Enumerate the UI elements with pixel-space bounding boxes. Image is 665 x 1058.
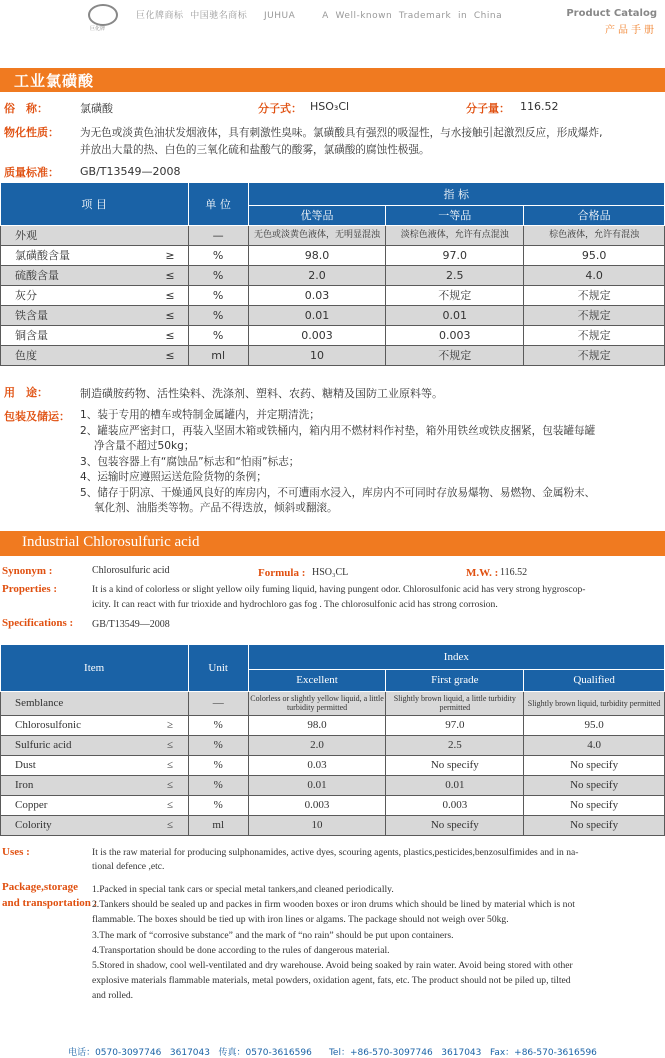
spec-table-cn [0, 183, 665, 366]
row-item-label: Semblance [1, 691, 153, 715]
row-value-grade-2: 0.003 [386, 325, 524, 345]
col-header-grade-2: 一等品 [386, 205, 524, 225]
col-header-grade-3-en: Qualified [524, 669, 665, 691]
row-value-grade-3: 不规定 [524, 325, 665, 345]
table-row [1, 755, 665, 775]
uses-line1-en: It is the raw material for producing sulphonamides, active dyes, scouring agents, plastics,pesticides,benzosulfimides and in na- [92, 847, 579, 858]
row-unit: % [188, 795, 248, 815]
pack-line: flammable. The boxes should be tied up with iron lines or algams. The package should not weigh over 50kg. [92, 914, 509, 926]
header-tagline: 巨化牌商标 中国驰名商标 JUHUA A Well-known Trademark in China [136, 11, 503, 21]
col-header-item: 项 目 [1, 183, 189, 225]
section-bar-cn [0, 68, 665, 92]
col-header-index: 指 标 [248, 183, 664, 205]
row-comparator: ≥ [152, 715, 188, 735]
row-value-grade-3: No specify [524, 755, 665, 775]
row-value-grade-1: 0.01 [248, 305, 386, 325]
formula-value-en: HSO₃CL [312, 567, 349, 578]
contact-footer: 电话：0570-3097746 3617043 传真：0570-3616596 Tel：+86-570-3097746 3617043 Fax：+86-570-3616596 [68, 1048, 597, 1058]
spec-label-en: Specifications : [2, 617, 74, 629]
row-value-grade-1: 0.003 [248, 325, 386, 345]
col-header-index-en: Index [248, 645, 664, 669]
row-unit: % [188, 265, 248, 285]
row-comparator [152, 225, 188, 245]
col-header-grade-1-en: Excellent [248, 669, 386, 691]
row-value-grade-1: 98.0 [248, 715, 386, 735]
row-value-grade-1: 2.0 [248, 265, 386, 285]
row-value-grade-1: 98.0 [248, 245, 386, 265]
synonym-value: Chlorosulfuric acid [92, 565, 170, 576]
row-unit: % [188, 305, 248, 325]
product-title-cn: 工业氯磺酸 [14, 72, 95, 90]
row-value-grade-2: 淡棕色液体，允许有点混浊 [386, 225, 524, 245]
mw-label-en: M.W. : [466, 567, 499, 579]
row-unit: ml [188, 345, 248, 365]
row-value-grade-2: 2.5 [386, 735, 524, 755]
name-label: 俗 称： [4, 102, 48, 115]
product-title-en: Industrial Chlorosulfuric acid [22, 534, 200, 550]
mw-label-cn: 分子量： [466, 102, 510, 115]
table-row [1, 225, 665, 245]
table-row [1, 325, 665, 345]
row-value-grade-3: 4.0 [524, 265, 665, 285]
col-header-unit-en: Unit [188, 645, 248, 691]
std-value-cn: GB/T13549—2008 [80, 165, 181, 178]
row-comparator: ≤ [152, 795, 188, 815]
pack-line: 4、运输时应遵照运送危险货物的条例； [80, 471, 267, 483]
table-row [1, 265, 665, 285]
catalog-title-en: Product Catalog [566, 8, 657, 19]
spec-value-en: GB/T13549—2008 [92, 619, 170, 630]
row-comparator: ≤ [152, 815, 188, 835]
pack-list-cn [80, 408, 595, 517]
row-item-label: 灰分 [1, 285, 153, 305]
row-value-grade-3: 棕色液体，允许有混浊 [524, 225, 665, 245]
row-comparator: ≤ [152, 305, 188, 325]
row-unit: % [188, 775, 248, 795]
row-value-grade-2: 不规定 [386, 285, 524, 305]
row-value-grade-1: 2.0 [248, 735, 386, 755]
props-line1-en: It is a kind of colorless or slight yellow oily fuming liquid, having pungent odor. Chlorosulfonic acid has very strong hygroscop- [92, 584, 586, 595]
row-item-label: Colority [1, 815, 153, 835]
formula-value-cn: HSO₃Cl [310, 100, 350, 113]
row-unit: % [188, 715, 248, 735]
col-header-grade-1: 优等品 [248, 205, 386, 225]
row-value-grade-2: No specify [386, 755, 524, 775]
pack-label-en-1: Package,storage [2, 881, 79, 893]
pack-line: explosive materials flammable materials, metal powders, oxidation agent, fats, etc. The product should not be piled up, tilted [92, 975, 571, 987]
table-row [1, 691, 665, 715]
table-row [1, 735, 665, 755]
pack-line: 3.The mark of “corrosive substance” and the mark of “no rain” should be put upon containers. [92, 929, 454, 941]
uses-label-cn: 用 途： [4, 386, 48, 399]
row-value-grade-1: 10 [248, 345, 386, 365]
props-line2-cn: 并放出大量的热、白色的三氧化硫和盐酸气的酸雾，氯磺酸的腐蚀性极强。 [80, 144, 430, 156]
uses-value-cn: 制造磺胺药物、活性染料、洗涤剂、塑料、农药、糖精及国防工业原料等。 [80, 387, 443, 400]
row-value-grade-1: 0.03 [248, 285, 386, 305]
col-header-unit: 单 位 [188, 183, 248, 225]
mw-value-en: 116.52 [500, 567, 528, 578]
pack-label-cn: 包装及储运： [4, 410, 70, 423]
row-comparator: ≤ [152, 285, 188, 305]
row-item-label: Copper [1, 795, 153, 815]
row-value-grade-1: 10 [248, 815, 386, 835]
table-row [1, 345, 665, 365]
col-header-item-en: Item [1, 645, 189, 691]
row-item-label: 色度 [1, 345, 153, 365]
row-comparator: ≤ [152, 265, 188, 285]
row-item-label: Iron [1, 775, 153, 795]
row-value-grade-1: Colorless or slightly yellow liquid, a little turbidity permitted [248, 691, 386, 715]
row-value-grade-2: 0.01 [386, 305, 524, 325]
row-unit: — [188, 225, 248, 245]
table-row [1, 795, 665, 815]
row-item-label: 铜含量 [1, 325, 153, 345]
row-value-grade-3: No specify [524, 815, 665, 835]
row-value-grade-1: 无色或淡黄色液体，无明显混浊 [248, 225, 386, 245]
row-value-grade-1: 0.03 [248, 755, 386, 775]
juhua-logo [88, 4, 118, 26]
row-item-label: Sulfuric acid [1, 735, 153, 755]
row-comparator: ≤ [152, 775, 188, 795]
pack-line: 2.Tankers should be sealed up and packes in firm wooden boxes or iron drums which should be lined by material which is not [92, 899, 575, 911]
synonym-label: Synonym : [2, 565, 53, 577]
props-label-cn: 物化性质： [4, 126, 59, 139]
mw-value-cn: 116.52 [520, 100, 559, 113]
row-item-label: 氯磺酸含量 [1, 245, 153, 265]
pack-line: 氧化剂、油脂类等物。产品不得迭放，倾斜或翻滚。 [80, 502, 338, 514]
table-row [1, 245, 665, 265]
row-value-grade-2: 0.003 [386, 795, 524, 815]
row-value-grade-3: No specify [524, 795, 665, 815]
logo-caption: 巨化牌 [90, 26, 106, 32]
row-comparator: ≤ [152, 755, 188, 775]
row-value-grade-3: 不规定 [524, 285, 665, 305]
row-value-grade-3: Slightly brown liquid, turbidity permitted [524, 691, 665, 715]
pack-line: 2、罐装应严密封口，再装入坚固木箱或铁桶内，箱内用不燃材料作衬垫，箱外用铁丝或铁皮捆紧，包装罐每罐 [80, 424, 596, 437]
formula-label-en: Formula : [258, 567, 306, 579]
std-label-cn: 质量标准： [4, 166, 59, 179]
pack-line: 3、包装容器上有“腐蚀品”标志和“怕雨”标志； [80, 455, 300, 468]
catalog-title-cn: 产品手册 [605, 25, 657, 36]
pack-line: 5.Stored in shadow, cool well-ventilated and dry warehouse. Avoid being soaked by rain water. Avoid being stored with other [92, 960, 573, 972]
pack-line: 5、储存于阴凉、干燥通风良好的库房内，不可遭雨水浸入，库房内不可同时存放易爆物、易燃物、金属粉末、 [80, 486, 596, 499]
pack-line: 1.Packed in special tank cars or special metal tankers,and cleaned periodically. [92, 884, 394, 895]
row-value-grade-3: 95.0 [524, 245, 665, 265]
row-item-label: 铁含量 [1, 305, 153, 325]
row-item-label: 外观 [1, 225, 153, 245]
row-comparator: ≤ [152, 325, 188, 345]
spec-table-en [0, 645, 665, 836]
row-unit: % [188, 285, 248, 305]
row-value-grade-2: 97.0 [386, 245, 524, 265]
row-value-grade-3: 不规定 [524, 305, 665, 325]
row-value-grade-1: 0.003 [248, 795, 386, 815]
uses-label-en: Uses : [2, 846, 30, 858]
table-row [1, 305, 665, 325]
row-unit: % [188, 735, 248, 755]
row-comparator [152, 691, 188, 715]
pack-line: 净含量不超过50kg； [80, 440, 195, 452]
row-item-label: Chlorosulfonic [1, 715, 153, 735]
col-header-grade-3: 合格品 [524, 205, 665, 225]
row-unit: % [188, 245, 248, 265]
pack-line: and rolled. [92, 990, 134, 1002]
row-value-grade-3: 不规定 [524, 345, 665, 365]
row-value-grade-3: No specify [524, 775, 665, 795]
pack-line: 4.Transportation should be done according to the rules of dangerous material. [92, 944, 390, 956]
pack-list-en [92, 882, 575, 1004]
row-item-label: Dust [1, 755, 153, 775]
row-value-grade-1: 0.01 [248, 775, 386, 795]
pack-line: 1、装于专用的槽车或特制金属罐内，并定期清洗； [80, 409, 320, 421]
props-line2-en: icity. It can react with fur trioxide and hydrochloro gas fog . The chlorosulfonic acid has strong corrosion. [92, 599, 498, 610]
col-header-grade-2-en: First grade [386, 669, 524, 691]
row-unit: % [188, 325, 248, 345]
table-row [1, 715, 665, 735]
row-value-grade-2: Slightly brown liquid, a little turbidity permitted [386, 691, 524, 715]
name-value: 氯磺酸 [80, 102, 113, 115]
pack-label-en-2: and transportation : [2, 897, 98, 909]
row-value-grade-3: 4.0 [524, 735, 665, 755]
row-comparator: ≥ [152, 245, 188, 265]
row-value-grade-2: No specify [386, 815, 524, 835]
table-row [1, 775, 665, 795]
row-item-label: 硫酸含量 [1, 265, 153, 285]
row-value-grade-2: 不规定 [386, 345, 524, 365]
row-value-grade-2: 97.0 [386, 715, 524, 735]
row-unit: — [188, 691, 248, 715]
formula-label-cn: 分子式： [258, 102, 302, 115]
table-row [1, 285, 665, 305]
row-unit: % [188, 755, 248, 775]
row-comparator: ≤ [152, 345, 188, 365]
props-line1-cn: 为无色或淡黄色油状发烟液体，具有刺激性臭味。氯磺酸具有强烈的吸湿性，与水接触引起激烈反应，形成爆炸, [80, 127, 603, 139]
props-label-en: Properties : [2, 583, 58, 595]
row-comparator: ≤ [152, 735, 188, 755]
row-value-grade-3: 95.0 [524, 715, 665, 735]
uses-line2-en: tional defence ,etc. [92, 861, 165, 872]
table-row [1, 815, 665, 835]
row-value-grade-2: 0.01 [386, 775, 524, 795]
row-value-grade-2: 2.5 [386, 265, 524, 285]
row-unit: ml [188, 815, 248, 835]
